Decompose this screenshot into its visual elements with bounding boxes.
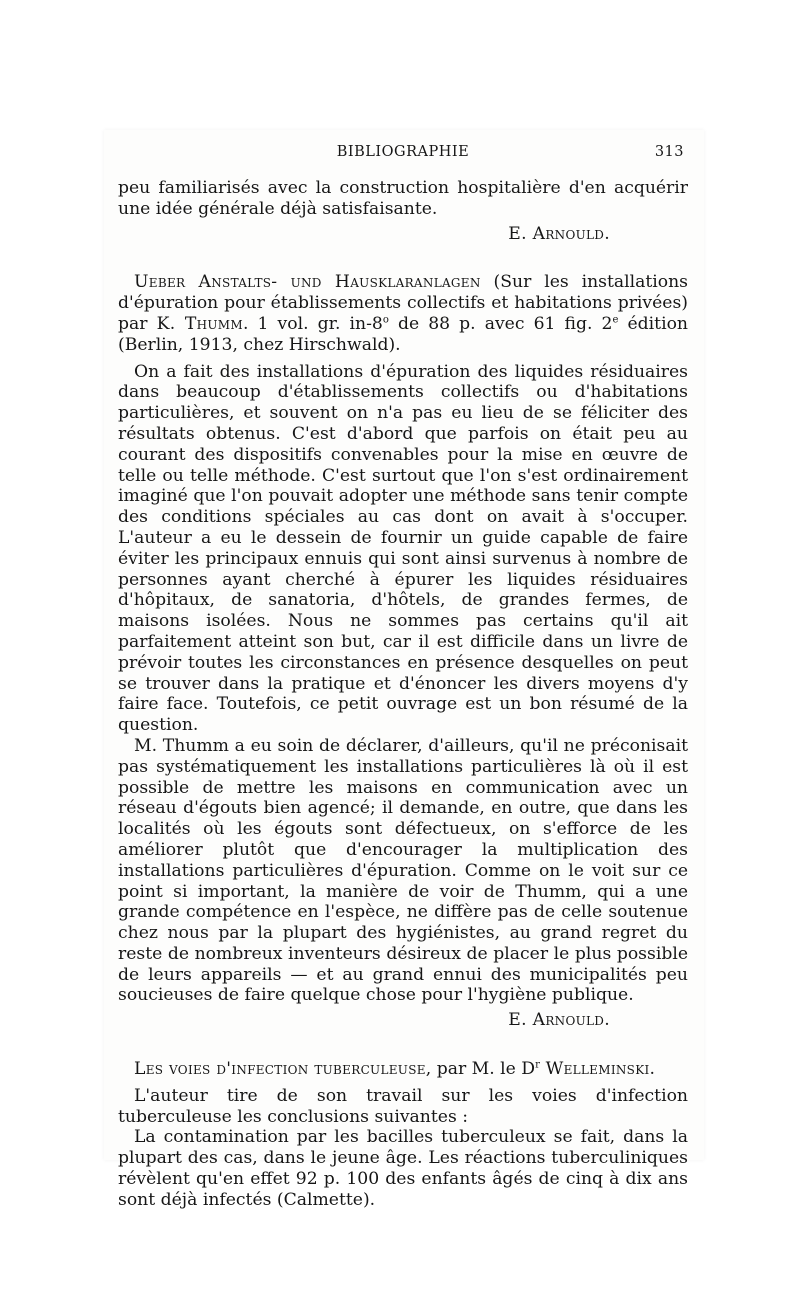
signature-text: E. Arnould. [508,223,610,244]
review-description: de 88 p. avec 61 fig. 2 [388,313,613,334]
page-number: 313 [654,144,684,160]
body-paragraph: On a fait des installations d'épuration des liquides résiduaires dans beaucoup d'établissements collectifs ou d'habitations particulières, et souvent on n'a pas eu lieu de se féliciter des résultats obtenus. C'est d'abord que parfois on était peu au courant des dispositifs convenables pour la mise en œuvre de telle ou telle méthode. C'est surtout que l'on s'est ordinairement imaginé que l'on pouvait adopter une méthode sans tenir compte des conditions spéciales au cas dont on avait à s'occuper. L'auteur a eu le dessein de fournir un guide capable de faire éviter les principaux ennuis qui sont ainsi survenus à nombre de personnes ayant cherché à épurer les liquides résiduaires d'hôpitaux, de sanatoria, d'hôtels, de grandes fermes, de maisons isolées. Nous ne sommes pas certains qu'il ait parfaitement atteint son but, car il est difficile dans un livre de prévoir toutes les circonstances en présence desquelles on peut se trouver dans la pratique et d'énoncer les divers moyens d'y faire face. Toutefois, ce petit ouvrage est un bon résumé de la question. [118,361,688,736]
body-paragraph: La contamination par les bacilles tuberculeux se fait, dans la plupart des cas, dans le jeune âge. Les réactions tuberculiniques révèlent qu'en effet 92 p. 100 des enfants âgés de cinq à dix ans sont déjà infectés (Calmette). [118,1127,688,1210]
superscript: r [535,1059,540,1071]
superscript: o [382,314,389,326]
review-description: (Sur les installations d'épuration pour établissements collectifs et habitations privées) par [118,272,688,334]
review-description: édition (Berlin, 1913, chez Hirschwald). [118,313,688,355]
page-content [118,142,688,1211]
signature [118,224,688,245]
body-paragraph: M. Thumm a eu soin de déclarer, d'ailleurs, qu'il ne préconisait pas systématiquement les installations particulières là où il est possible de mettre les maisons en communication avec un réseau d'égouts bien agencé; il demande, en outre, que dans les localités où les égouts sont défectueux, on s'efforce de les améliorer plutôt que d'encourager la multiplication des installations particulières d'épuration. Comme on le voit sur ce point si important, la manière de voir de Thumm, qui a une grande compétence en l'espèce, ne diffère pas de celle soutenue chez nous par la plupart des hygiénistes, au grand regret du reste de nombreux inventeurs désireux de placer le plus possible de leurs appareils — et au grand ennui des municipalités peu soucieuses de faire quelque chose pour l'hygiène publique. [118,735,688,1006]
superscript: e [612,314,619,326]
review-byline: , par M. le D [425,1059,536,1080]
review-author: K. Thumm [156,313,243,334]
review-author: Welleminski. [539,1059,656,1080]
review-title: Ueber Anstalts- und Hausklaranlagen [134,272,481,293]
signature [118,1010,688,1031]
review-title: Les voies d'infection tuberculeuse [134,1059,426,1080]
signature-text: E. Arnould. [508,1010,610,1031]
running-title: BIBLIOGRAPHIE [336,144,470,160]
carryover-paragraph: peu familiarisés avec la construction hospitalière d'en acquérir une idée générale déjà satisfaisante. [118,178,688,219]
running-header [118,142,688,166]
review-description: . 1 vol. gr. in-8 [242,313,383,334]
body-paragraph: L'auteur tire de son travail sur les voies d'infection tuberculeuse les conclusions suivantes : [118,1085,688,1127]
review-heading [118,272,688,355]
review-heading [118,1059,688,1080]
